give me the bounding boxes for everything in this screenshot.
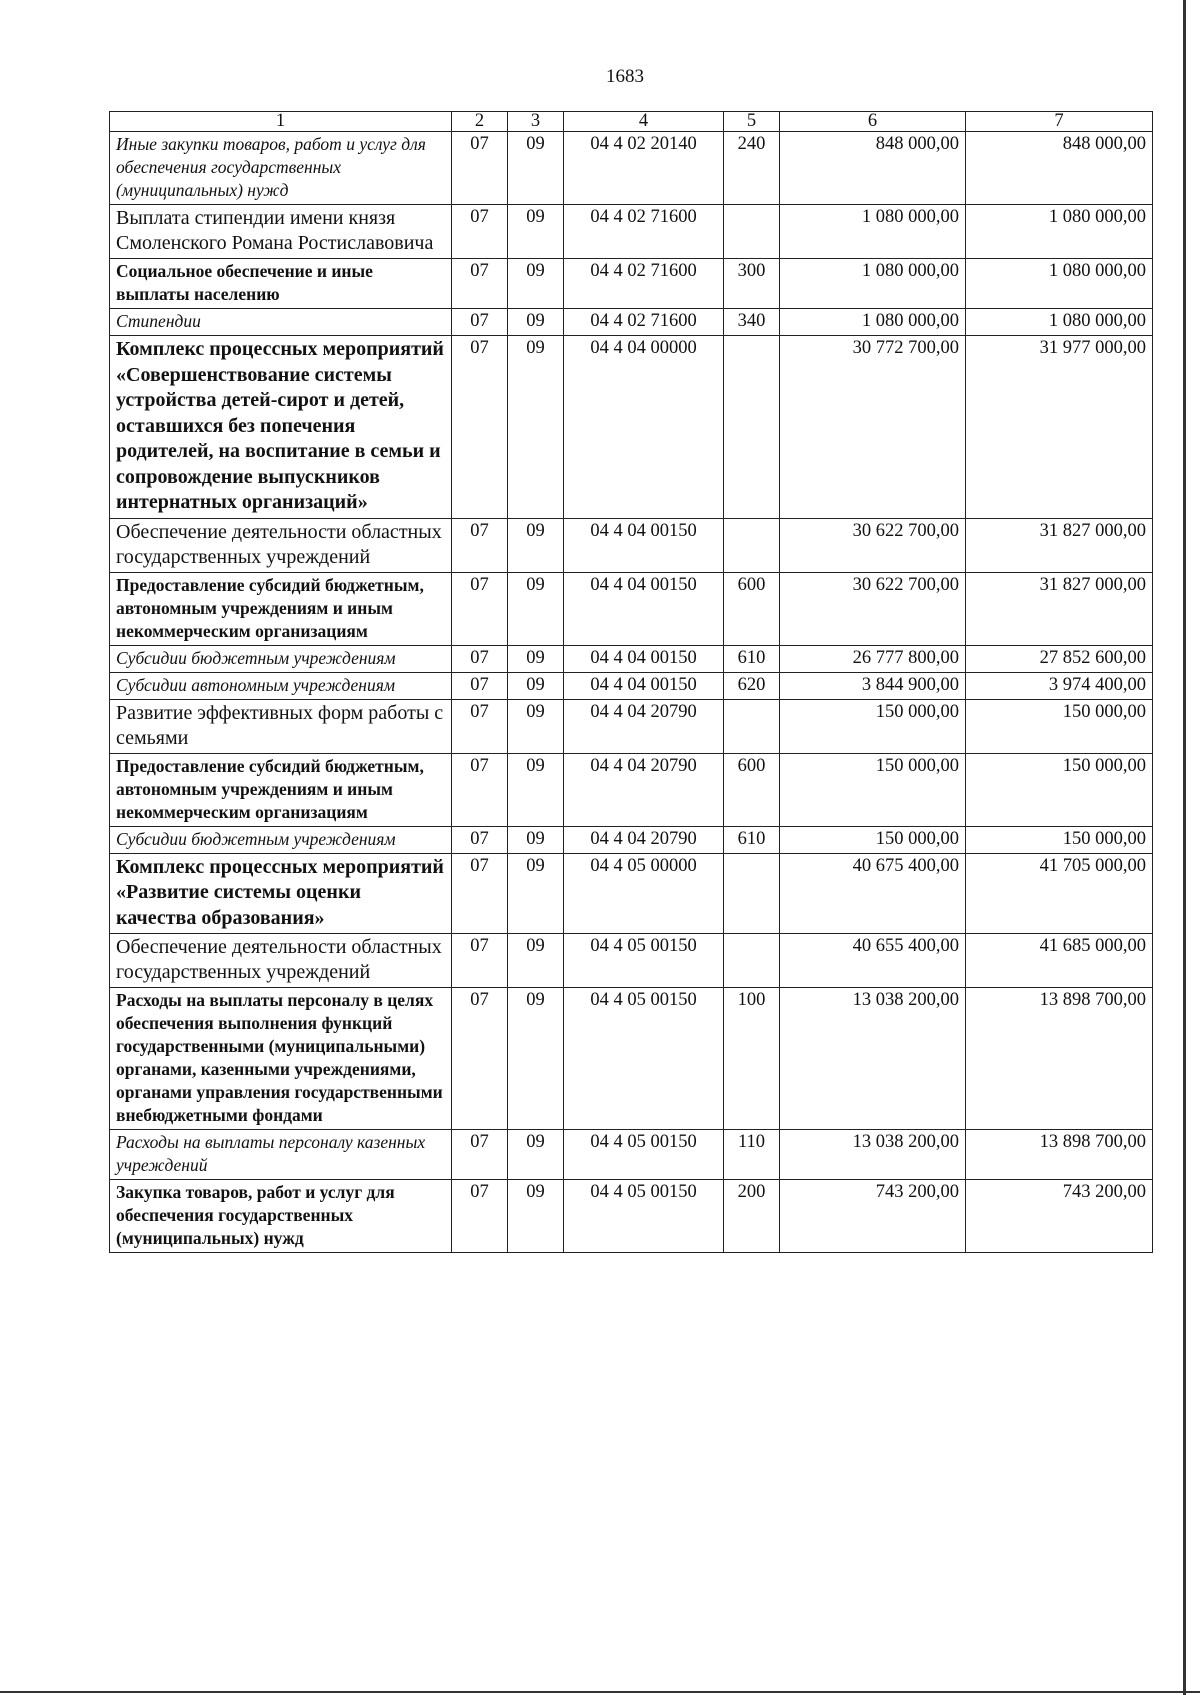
cell-amount-year-1: 13 038 200,00 <box>780 988 966 1130</box>
cell-amount-year-1: 13 038 200,00 <box>780 1130 966 1180</box>
cell-section: 07 <box>452 132 508 205</box>
header-col-1: 1 <box>110 112 452 132</box>
cell-subsection: 09 <box>508 336 564 519</box>
cell-amount-year-2: 3 974 400,00 <box>966 672 1153 699</box>
table-row <box>110 826 1153 853</box>
table-row <box>110 336 1153 519</box>
cell-subsection: 09 <box>508 1130 564 1180</box>
cell-amount-year-2: 27 852 600,00 <box>966 645 1153 672</box>
table-row <box>110 205 1153 259</box>
page-number: 1683 <box>606 66 644 87</box>
cell-amount-year-2: 41 705 000,00 <box>966 853 1153 934</box>
cell-expense-type <box>724 336 780 519</box>
cell-expense-type: 600 <box>724 753 780 826</box>
cell-expense-type <box>724 518 780 572</box>
table-row <box>110 934 1153 988</box>
header-col-3: 3 <box>508 112 564 132</box>
table-row <box>110 672 1153 699</box>
cell-section: 07 <box>452 205 508 259</box>
cell-name: Комплекс процессных мероприятий «Совершенствование системы устройства детей-сирот и детей, оставшихся без попечения родителей, на воспитание в семьи и сопровождение выпускников интернатных организаций» <box>110 336 452 519</box>
budget-table <box>109 111 1153 1253</box>
cell-expense-type: 200 <box>724 1180 780 1253</box>
scan-edge-right <box>1183 0 1186 1695</box>
cell-subsection: 09 <box>508 645 564 672</box>
cell-expense-type: 100 <box>724 988 780 1130</box>
cell-name: Субсидии бюджетным учреждениям <box>110 645 452 672</box>
cell-section: 07 <box>452 309 508 336</box>
cell-amount-year-2: 1 080 000,00 <box>966 205 1153 259</box>
cell-name: Комплекс процессных мероприятий «Развитие системы оценки качества образования» <box>110 853 452 934</box>
table-row <box>110 753 1153 826</box>
cell-amount-year-2: 743 200,00 <box>966 1180 1153 1253</box>
cell-amount-year-1: 1 080 000,00 <box>780 259 966 309</box>
cell-amount-year-2: 150 000,00 <box>966 699 1153 753</box>
cell-amount-year-2: 150 000,00 <box>966 753 1153 826</box>
cell-subsection: 09 <box>508 132 564 205</box>
cell-target-article: 04 4 04 00150 <box>564 645 724 672</box>
table-row <box>110 699 1153 753</box>
cell-amount-year-2: 41 685 000,00 <box>966 934 1153 988</box>
cell-subsection: 09 <box>508 853 564 934</box>
table-row <box>110 518 1153 572</box>
cell-amount-year-1: 1 080 000,00 <box>780 205 966 259</box>
table-row <box>110 645 1153 672</box>
cell-name: Стипендии <box>110 309 452 336</box>
cell-amount-year-2: 13 898 700,00 <box>966 1130 1153 1180</box>
cell-section: 07 <box>452 336 508 519</box>
cell-target-article: 04 4 04 00150 <box>564 672 724 699</box>
cell-target-article: 04 4 05 00150 <box>564 1180 724 1253</box>
cell-amount-year-2: 31 827 000,00 <box>966 572 1153 645</box>
cell-amount-year-2: 848 000,00 <box>966 132 1153 205</box>
header-col-7: 7 <box>966 112 1153 132</box>
cell-section: 07 <box>452 853 508 934</box>
cell-target-article: 04 4 04 20790 <box>564 699 724 753</box>
cell-name: Обеспечение деятельности областных государственных учреждений <box>110 518 452 572</box>
cell-subsection: 09 <box>508 205 564 259</box>
header-row <box>110 112 1153 132</box>
cell-target-article: 04 4 04 00000 <box>564 336 724 519</box>
table-row <box>110 259 1153 309</box>
cell-target-article: 04 4 04 00150 <box>564 572 724 645</box>
cell-amount-year-1: 150 000,00 <box>780 753 966 826</box>
scan-edge-bottom <box>0 1691 1200 1693</box>
cell-amount-year-1: 30 622 700,00 <box>780 518 966 572</box>
cell-target-article: 04 4 02 20140 <box>564 132 724 205</box>
cell-subsection: 09 <box>508 934 564 988</box>
cell-expense-type <box>724 853 780 934</box>
cell-subsection: 09 <box>508 753 564 826</box>
cell-expense-type: 240 <box>724 132 780 205</box>
header-col-6: 6 <box>780 112 966 132</box>
cell-amount-year-2: 31 827 000,00 <box>966 518 1153 572</box>
cell-section: 07 <box>452 988 508 1130</box>
cell-amount-year-1: 743 200,00 <box>780 1180 966 1253</box>
cell-subsection: 09 <box>508 699 564 753</box>
cell-amount-year-2: 150 000,00 <box>966 826 1153 853</box>
cell-expense-type <box>724 205 780 259</box>
table-row <box>110 572 1153 645</box>
cell-expense-type: 620 <box>724 672 780 699</box>
table-row <box>110 1130 1153 1180</box>
cell-subsection: 09 <box>508 988 564 1130</box>
cell-section: 07 <box>452 572 508 645</box>
cell-amount-year-1: 40 655 400,00 <box>780 934 966 988</box>
cell-section: 07 <box>452 259 508 309</box>
header-col-5: 5 <box>724 112 780 132</box>
header-col-4: 4 <box>564 112 724 132</box>
cell-amount-year-1: 848 000,00 <box>780 132 966 205</box>
cell-expense-type: 110 <box>724 1130 780 1180</box>
cell-amount-year-1: 3 844 900,00 <box>780 672 966 699</box>
cell-amount-year-1: 150 000,00 <box>780 826 966 853</box>
cell-subsection: 09 <box>508 309 564 336</box>
cell-target-article: 04 4 05 00150 <box>564 988 724 1130</box>
cell-section: 07 <box>452 699 508 753</box>
table-body <box>110 132 1153 1253</box>
cell-section: 07 <box>452 1130 508 1180</box>
cell-subsection: 09 <box>508 672 564 699</box>
cell-expense-type: 300 <box>724 259 780 309</box>
cell-target-article: 04 4 02 71600 <box>564 259 724 309</box>
header-col-2: 2 <box>452 112 508 132</box>
cell-name: Предоставление субсидий бюджетным, автономным учреждениям и иным некоммерческим организациям <box>110 753 452 826</box>
cell-target-article: 04 4 04 00150 <box>564 518 724 572</box>
table-row <box>110 132 1153 205</box>
cell-name: Развитие эффективных форм работы с семьями <box>110 699 452 753</box>
cell-expense-type <box>724 699 780 753</box>
cell-target-article: 04 4 05 00150 <box>564 1130 724 1180</box>
cell-name: Расходы на выплаты персоналу казенных учреждений <box>110 1130 452 1180</box>
cell-name: Выплата стипендии имени князя Смоленского Романа Ростиславовича <box>110 205 452 259</box>
cell-name: Субсидии автономным учреждениям <box>110 672 452 699</box>
cell-name: Расходы на выплаты персоналу в целях обеспечения выполнения функций государственными (муниципальными) органами, казенными учреждениями, органами управления государственными внебюджетными фондами <box>110 988 452 1130</box>
cell-target-article: 04 4 04 20790 <box>564 826 724 853</box>
table-row <box>110 309 1153 336</box>
cell-section: 07 <box>452 672 508 699</box>
cell-expense-type <box>724 934 780 988</box>
cell-amount-year-1: 40 675 400,00 <box>780 853 966 934</box>
cell-name: Обеспечение деятельности областных государственных учреждений <box>110 934 452 988</box>
cell-section: 07 <box>452 934 508 988</box>
table-row <box>110 853 1153 934</box>
cell-target-article: 04 4 05 00000 <box>564 853 724 934</box>
cell-amount-year-2: 31 977 000,00 <box>966 336 1153 519</box>
cell-expense-type: 600 <box>724 572 780 645</box>
cell-subsection: 09 <box>508 1180 564 1253</box>
cell-name: Субсидии бюджетным учреждениям <box>110 826 452 853</box>
cell-subsection: 09 <box>508 572 564 645</box>
table-row <box>110 988 1153 1130</box>
cell-amount-year-1: 30 622 700,00 <box>780 572 966 645</box>
cell-amount-year-1: 150 000,00 <box>780 699 966 753</box>
cell-amount-year-1: 26 777 800,00 <box>780 645 966 672</box>
cell-subsection: 09 <box>508 518 564 572</box>
cell-target-article: 04 4 02 71600 <box>564 309 724 336</box>
cell-amount-year-2: 1 080 000,00 <box>966 309 1153 336</box>
cell-amount-year-2: 13 898 700,00 <box>966 988 1153 1130</box>
cell-name: Предоставление субсидий бюджетным, автономным учреждениям и иным некоммерческим организациям <box>110 572 452 645</box>
cell-section: 07 <box>452 1180 508 1253</box>
cell-amount-year-1: 1 080 000,00 <box>780 309 966 336</box>
cell-subsection: 09 <box>508 259 564 309</box>
cell-name: Социальное обеспечение и иные выплаты населению <box>110 259 452 309</box>
cell-amount-year-1: 30 772 700,00 <box>780 336 966 519</box>
cell-amount-year-2: 1 080 000,00 <box>966 259 1153 309</box>
cell-section: 07 <box>452 826 508 853</box>
cell-expense-type: 610 <box>724 645 780 672</box>
cell-section: 07 <box>452 518 508 572</box>
cell-section: 07 <box>452 753 508 826</box>
cell-expense-type: 340 <box>724 309 780 336</box>
cell-target-article: 04 4 05 00150 <box>564 934 724 988</box>
cell-name: Иные закупки товаров, работ и услуг для обеспечения государственных (муниципальных) нужд <box>110 132 452 205</box>
cell-target-article: 04 4 04 20790 <box>564 753 724 826</box>
table-row <box>110 1180 1153 1253</box>
cell-name: Закупка товаров, работ и услуг для обеспечения государственных (муниципальных) нужд <box>110 1180 452 1253</box>
cell-target-article: 04 4 02 71600 <box>564 205 724 259</box>
cell-section: 07 <box>452 645 508 672</box>
cell-expense-type: 610 <box>724 826 780 853</box>
cell-subsection: 09 <box>508 826 564 853</box>
